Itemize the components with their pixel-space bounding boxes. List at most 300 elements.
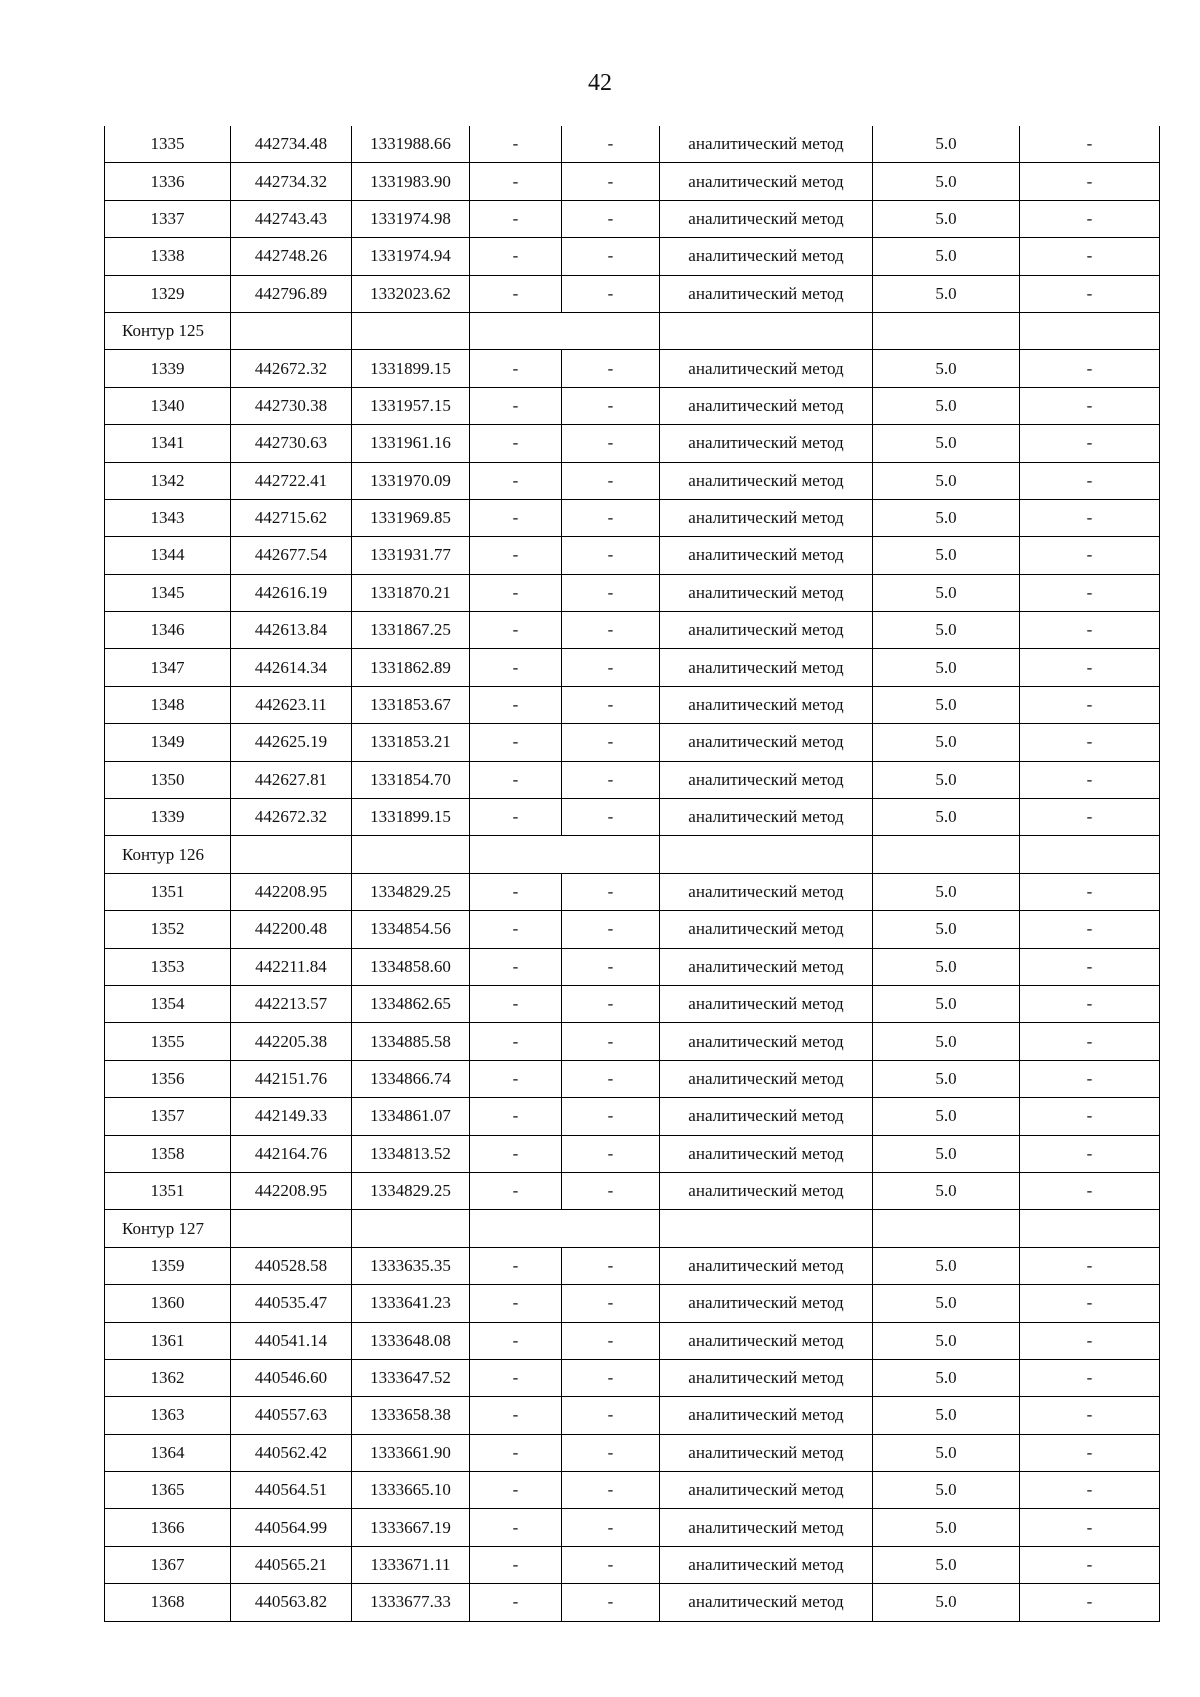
dash-cell: - xyxy=(562,1584,660,1621)
method-cell: аналитический метод xyxy=(660,574,873,611)
method-cell: аналитический метод xyxy=(660,126,873,163)
x-coordinate-cell: 442151.76 xyxy=(231,1060,352,1097)
table-row xyxy=(105,948,1160,985)
y-coordinate-cell: 1333648.08 xyxy=(352,1322,470,1359)
point-number-cell: 1366 xyxy=(105,1509,231,1546)
dash-cell: - xyxy=(1020,1135,1160,1172)
accuracy-cell: 5.0 xyxy=(873,462,1020,499)
method-cell: аналитический метод xyxy=(660,1546,873,1583)
dash-cell: - xyxy=(562,200,660,237)
point-number-cell: 1353 xyxy=(105,948,231,985)
contour-label: Контур 126 xyxy=(105,836,231,873)
dash-cell: - xyxy=(562,724,660,761)
x-coordinate-cell: 442616.19 xyxy=(231,574,352,611)
y-coordinate-cell: 1331853.67 xyxy=(352,686,470,723)
dash-cell: - xyxy=(470,1359,562,1396)
x-coordinate-cell: 442730.38 xyxy=(231,387,352,424)
dash-cell: - xyxy=(470,574,562,611)
x-coordinate-cell: 442205.38 xyxy=(231,1023,352,1060)
dash-cell: - xyxy=(562,873,660,910)
dash-cell: - xyxy=(1020,1023,1160,1060)
x-coordinate-cell: 442748.26 xyxy=(231,238,352,275)
dash-cell: - xyxy=(470,1098,562,1135)
dash-cell: - xyxy=(1020,1060,1160,1097)
empty-cell xyxy=(660,1210,873,1247)
table-row xyxy=(105,1060,1160,1097)
accuracy-cell: 5.0 xyxy=(873,1172,1020,1209)
dash-cell: - xyxy=(1020,1509,1160,1546)
table-row xyxy=(105,1509,1160,1546)
dash-cell: - xyxy=(562,649,660,686)
dash-cell: - xyxy=(562,238,660,275)
dash-cell: - xyxy=(470,1397,562,1434)
method-cell: аналитический метод xyxy=(660,1060,873,1097)
dash-cell: - xyxy=(1020,537,1160,574)
point-number-cell: 1359 xyxy=(105,1247,231,1284)
dash-cell: - xyxy=(1020,1397,1160,1434)
dash-cell: - xyxy=(1020,387,1160,424)
method-cell: аналитический метод xyxy=(660,350,873,387)
table-row xyxy=(105,537,1160,574)
accuracy-cell: 5.0 xyxy=(873,1434,1020,1471)
empty-cell xyxy=(1020,312,1160,349)
dash-cell: - xyxy=(1020,350,1160,387)
dash-cell: - xyxy=(562,387,660,424)
point-number-cell: 1342 xyxy=(105,462,231,499)
dash-cell: - xyxy=(562,462,660,499)
x-coordinate-cell: 442625.19 xyxy=(231,724,352,761)
dash-cell: - xyxy=(470,1509,562,1546)
x-coordinate-cell: 442672.32 xyxy=(231,799,352,836)
dash-cell: - xyxy=(470,462,562,499)
dash-cell: - xyxy=(470,1434,562,1471)
dash-cell: - xyxy=(562,350,660,387)
point-number-cell: 1351 xyxy=(105,1172,231,1209)
empty-cell xyxy=(660,312,873,349)
dash-cell: - xyxy=(562,1472,660,1509)
y-coordinate-cell: 1334854.56 xyxy=(352,911,470,948)
method-cell: аналитический метод xyxy=(660,163,873,200)
y-coordinate-cell: 1334829.25 xyxy=(352,873,470,910)
method-cell: аналитический метод xyxy=(660,1584,873,1621)
method-cell: аналитический метод xyxy=(660,1285,873,1322)
method-cell: аналитический метод xyxy=(660,1172,873,1209)
dash-cell: - xyxy=(1020,799,1160,836)
dash-cell: - xyxy=(562,1509,660,1546)
dash-cell: - xyxy=(470,873,562,910)
table-row xyxy=(105,350,1160,387)
dash-cell: - xyxy=(1020,1285,1160,1322)
dash-cell: - xyxy=(1020,724,1160,761)
dash-cell: - xyxy=(1020,425,1160,462)
y-coordinate-cell: 1334866.74 xyxy=(352,1060,470,1097)
accuracy-cell: 5.0 xyxy=(873,1098,1020,1135)
x-coordinate-cell: 440541.14 xyxy=(231,1322,352,1359)
y-coordinate-cell: 1334813.52 xyxy=(352,1135,470,1172)
point-number-cell: 1338 xyxy=(105,238,231,275)
method-cell: аналитический метод xyxy=(660,387,873,424)
dash-cell: - xyxy=(470,1584,562,1621)
y-coordinate-cell: 1331899.15 xyxy=(352,799,470,836)
table-row xyxy=(105,724,1160,761)
empty-cell xyxy=(1020,1210,1160,1247)
point-number-cell: 1350 xyxy=(105,761,231,798)
dash-cell: - xyxy=(1020,761,1160,798)
x-coordinate-cell: 442149.33 xyxy=(231,1098,352,1135)
accuracy-cell: 5.0 xyxy=(873,126,1020,163)
table-row xyxy=(105,985,1160,1022)
method-cell: аналитический метод xyxy=(660,1434,873,1471)
dash-cell: - xyxy=(562,1247,660,1284)
empty-cell xyxy=(470,836,660,873)
table-row xyxy=(105,1322,1160,1359)
dash-cell: - xyxy=(1020,612,1160,649)
table-body xyxy=(105,126,1160,1621)
method-cell: аналитический метод xyxy=(660,1135,873,1172)
x-coordinate-cell: 442213.57 xyxy=(231,985,352,1022)
accuracy-cell: 5.0 xyxy=(873,873,1020,910)
x-coordinate-cell: 440557.63 xyxy=(231,1397,352,1434)
dash-cell: - xyxy=(562,425,660,462)
dash-cell: - xyxy=(1020,1172,1160,1209)
y-coordinate-cell: 1333665.10 xyxy=(352,1472,470,1509)
dash-cell: - xyxy=(562,948,660,985)
method-cell: аналитический метод xyxy=(660,612,873,649)
accuracy-cell: 5.0 xyxy=(873,499,1020,536)
dash-cell: - xyxy=(1020,1584,1160,1621)
table-row xyxy=(105,612,1160,649)
point-number-cell: 1360 xyxy=(105,1285,231,1322)
empty-cell xyxy=(352,312,470,349)
dash-cell: - xyxy=(1020,686,1160,723)
empty-cell xyxy=(873,312,1020,349)
point-number-cell: 1358 xyxy=(105,1135,231,1172)
dash-cell: - xyxy=(470,350,562,387)
y-coordinate-cell: 1333658.38 xyxy=(352,1397,470,1434)
point-number-cell: 1329 xyxy=(105,275,231,312)
point-number-cell: 1343 xyxy=(105,499,231,536)
point-number-cell: 1349 xyxy=(105,724,231,761)
x-coordinate-cell: 442208.95 xyxy=(231,873,352,910)
method-cell: аналитический метод xyxy=(660,200,873,237)
table-row xyxy=(105,1172,1160,1209)
point-number-cell: 1348 xyxy=(105,686,231,723)
dash-cell: - xyxy=(1020,1098,1160,1135)
point-number-cell: 1357 xyxy=(105,1098,231,1135)
y-coordinate-cell: 1331867.25 xyxy=(352,612,470,649)
dash-cell: - xyxy=(470,238,562,275)
y-coordinate-cell: 1334862.65 xyxy=(352,985,470,1022)
dash-cell: - xyxy=(562,1322,660,1359)
dash-cell: - xyxy=(470,126,562,163)
table-row xyxy=(105,1023,1160,1060)
dash-cell: - xyxy=(1020,948,1160,985)
y-coordinate-cell: 1333635.35 xyxy=(352,1247,470,1284)
accuracy-cell: 5.0 xyxy=(873,1060,1020,1097)
table-row xyxy=(105,799,1160,836)
dash-cell: - xyxy=(562,499,660,536)
y-coordinate-cell: 1331983.90 xyxy=(352,163,470,200)
table-row xyxy=(105,126,1160,163)
point-number-cell: 1356 xyxy=(105,1060,231,1097)
y-coordinate-cell: 1331899.15 xyxy=(352,350,470,387)
x-coordinate-cell: 440535.47 xyxy=(231,1285,352,1322)
y-coordinate-cell: 1331870.21 xyxy=(352,574,470,611)
method-cell: аналитический метод xyxy=(660,1397,873,1434)
table-row xyxy=(105,462,1160,499)
dash-cell: - xyxy=(1020,574,1160,611)
accuracy-cell: 5.0 xyxy=(873,724,1020,761)
point-number-cell: 1361 xyxy=(105,1322,231,1359)
point-number-cell: 1364 xyxy=(105,1434,231,1471)
method-cell: аналитический метод xyxy=(660,948,873,985)
dash-cell: - xyxy=(470,799,562,836)
method-cell: аналитический метод xyxy=(660,761,873,798)
table-row xyxy=(105,1359,1160,1396)
dash-cell: - xyxy=(562,686,660,723)
point-number-cell: 1340 xyxy=(105,387,231,424)
coordinates-table xyxy=(104,126,1160,1622)
accuracy-cell: 5.0 xyxy=(873,612,1020,649)
dash-cell: - xyxy=(470,1135,562,1172)
x-coordinate-cell: 440562.42 xyxy=(231,1434,352,1471)
dash-cell: - xyxy=(1020,649,1160,686)
point-number-cell: 1365 xyxy=(105,1472,231,1509)
x-coordinate-cell: 442796.89 xyxy=(231,275,352,312)
accuracy-cell: 5.0 xyxy=(873,387,1020,424)
x-coordinate-cell: 442200.48 xyxy=(231,911,352,948)
method-cell: аналитический метод xyxy=(660,275,873,312)
method-cell: аналитический метод xyxy=(660,462,873,499)
dash-cell: - xyxy=(1020,126,1160,163)
dash-cell: - xyxy=(470,1546,562,1583)
dash-cell: - xyxy=(470,1247,562,1284)
table-row xyxy=(105,1397,1160,1434)
dash-cell: - xyxy=(562,1359,660,1396)
dash-cell: - xyxy=(1020,200,1160,237)
accuracy-cell: 5.0 xyxy=(873,1247,1020,1284)
accuracy-cell: 5.0 xyxy=(873,275,1020,312)
accuracy-cell: 5.0 xyxy=(873,948,1020,985)
accuracy-cell: 5.0 xyxy=(873,537,1020,574)
y-coordinate-cell: 1331969.85 xyxy=(352,499,470,536)
table-row xyxy=(105,387,1160,424)
x-coordinate-cell: 442722.41 xyxy=(231,462,352,499)
dash-cell: - xyxy=(562,911,660,948)
dash-cell: - xyxy=(470,612,562,649)
empty-cell xyxy=(873,836,1020,873)
y-coordinate-cell: 1334885.58 xyxy=(352,1023,470,1060)
method-cell: аналитический метод xyxy=(660,1359,873,1396)
table-row xyxy=(105,200,1160,237)
dash-cell: - xyxy=(562,612,660,649)
dash-cell: - xyxy=(470,686,562,723)
accuracy-cell: 5.0 xyxy=(873,911,1020,948)
x-coordinate-cell: 440546.60 xyxy=(231,1359,352,1396)
empty-cell xyxy=(470,312,660,349)
method-cell: аналитический метод xyxy=(660,873,873,910)
x-coordinate-cell: 442164.76 xyxy=(231,1135,352,1172)
dash-cell: - xyxy=(470,387,562,424)
x-coordinate-cell: 442715.62 xyxy=(231,499,352,536)
y-coordinate-cell: 1333667.19 xyxy=(352,1509,470,1546)
x-coordinate-cell: 440564.99 xyxy=(231,1509,352,1546)
accuracy-cell: 5.0 xyxy=(873,238,1020,275)
x-coordinate-cell: 440564.51 xyxy=(231,1472,352,1509)
dash-cell: - xyxy=(470,649,562,686)
table-row xyxy=(105,1584,1160,1621)
dash-cell: - xyxy=(470,761,562,798)
table-row xyxy=(105,649,1160,686)
x-coordinate-cell: 442211.84 xyxy=(231,948,352,985)
contour-header-row xyxy=(105,312,1160,349)
page-number: 42 xyxy=(588,70,612,96)
accuracy-cell: 5.0 xyxy=(873,1359,1020,1396)
y-coordinate-cell: 1333661.90 xyxy=(352,1434,470,1471)
table-row xyxy=(105,686,1160,723)
dash-cell: - xyxy=(562,1023,660,1060)
dash-cell: - xyxy=(470,1023,562,1060)
method-cell: аналитический метод xyxy=(660,425,873,462)
dash-cell: - xyxy=(470,537,562,574)
point-number-cell: 1352 xyxy=(105,911,231,948)
method-cell: аналитический метод xyxy=(660,537,873,574)
table-row xyxy=(105,761,1160,798)
contour-header-row xyxy=(105,836,1160,873)
method-cell: аналитический метод xyxy=(660,1098,873,1135)
x-coordinate-cell: 442613.84 xyxy=(231,612,352,649)
y-coordinate-cell: 1331862.89 xyxy=(352,649,470,686)
method-cell: аналитический метод xyxy=(660,985,873,1022)
dash-cell: - xyxy=(1020,1472,1160,1509)
method-cell: аналитический метод xyxy=(660,499,873,536)
y-coordinate-cell: 1331988.66 xyxy=(352,126,470,163)
method-cell: аналитический метод xyxy=(660,649,873,686)
dash-cell: - xyxy=(470,1060,562,1097)
dash-cell: - xyxy=(470,1322,562,1359)
x-coordinate-cell: 442614.34 xyxy=(231,649,352,686)
method-cell: аналитический метод xyxy=(660,1322,873,1359)
point-number-cell: 1347 xyxy=(105,649,231,686)
method-cell: аналитический метод xyxy=(660,799,873,836)
dash-cell: - xyxy=(470,499,562,536)
dash-cell: - xyxy=(470,200,562,237)
y-coordinate-cell: 1334858.60 xyxy=(352,948,470,985)
accuracy-cell: 5.0 xyxy=(873,350,1020,387)
y-coordinate-cell: 1331961.16 xyxy=(352,425,470,462)
dash-cell: - xyxy=(1020,985,1160,1022)
accuracy-cell: 5.0 xyxy=(873,1285,1020,1322)
dash-cell: - xyxy=(1020,1247,1160,1284)
accuracy-cell: 5.0 xyxy=(873,200,1020,237)
table-row xyxy=(105,1434,1160,1471)
method-cell: аналитический метод xyxy=(660,724,873,761)
contour-label: Контур 127 xyxy=(105,1210,231,1247)
point-number-cell: 1346 xyxy=(105,612,231,649)
accuracy-cell: 5.0 xyxy=(873,1584,1020,1621)
y-coordinate-cell: 1331974.94 xyxy=(352,238,470,275)
method-cell: аналитический метод xyxy=(660,686,873,723)
dash-cell: - xyxy=(562,1172,660,1209)
point-number-cell: 1362 xyxy=(105,1359,231,1396)
table-row xyxy=(105,1247,1160,1284)
dash-cell: - xyxy=(1020,1434,1160,1471)
point-number-cell: 1337 xyxy=(105,200,231,237)
dash-cell: - xyxy=(470,724,562,761)
empty-cell xyxy=(352,1210,470,1247)
dash-cell: - xyxy=(470,275,562,312)
empty-cell xyxy=(231,1210,352,1247)
dash-cell: - xyxy=(562,799,660,836)
dash-cell: - xyxy=(1020,163,1160,200)
x-coordinate-cell: 440565.21 xyxy=(231,1546,352,1583)
accuracy-cell: 5.0 xyxy=(873,1322,1020,1359)
method-cell: аналитический метод xyxy=(660,911,873,948)
x-coordinate-cell: 440563.82 xyxy=(231,1584,352,1621)
point-number-cell: 1363 xyxy=(105,1397,231,1434)
y-coordinate-cell: 1331853.21 xyxy=(352,724,470,761)
dash-cell: - xyxy=(470,1172,562,1209)
table-row xyxy=(105,425,1160,462)
dash-cell: - xyxy=(1020,873,1160,910)
x-coordinate-cell: 442627.81 xyxy=(231,761,352,798)
x-coordinate-cell: 440528.58 xyxy=(231,1247,352,1284)
y-coordinate-cell: 1333641.23 xyxy=(352,1285,470,1322)
y-coordinate-cell: 1332023.62 xyxy=(352,275,470,312)
y-coordinate-cell: 1333647.52 xyxy=(352,1359,470,1396)
dash-cell: - xyxy=(562,985,660,1022)
x-coordinate-cell: 442672.32 xyxy=(231,350,352,387)
accuracy-cell: 5.0 xyxy=(873,985,1020,1022)
x-coordinate-cell: 442208.95 xyxy=(231,1172,352,1209)
dash-cell: - xyxy=(562,1135,660,1172)
method-cell: аналитический метод xyxy=(660,238,873,275)
table-row xyxy=(105,238,1160,275)
dash-cell: - xyxy=(1020,1359,1160,1396)
accuracy-cell: 5.0 xyxy=(873,686,1020,723)
dash-cell: - xyxy=(470,1472,562,1509)
dash-cell: - xyxy=(562,1397,660,1434)
empty-cell xyxy=(660,836,873,873)
empty-cell xyxy=(1020,836,1160,873)
table-row xyxy=(105,574,1160,611)
accuracy-cell: 5.0 xyxy=(873,1472,1020,1509)
table-row xyxy=(105,1546,1160,1583)
method-cell: аналитический метод xyxy=(660,1509,873,1546)
table-row xyxy=(105,275,1160,312)
dash-cell: - xyxy=(1020,238,1160,275)
point-number-cell: 1341 xyxy=(105,425,231,462)
point-number-cell: 1336 xyxy=(105,163,231,200)
accuracy-cell: 5.0 xyxy=(873,799,1020,836)
empty-cell xyxy=(873,1210,1020,1247)
y-coordinate-cell: 1331957.15 xyxy=(352,387,470,424)
dash-cell: - xyxy=(470,948,562,985)
point-number-cell: 1345 xyxy=(105,574,231,611)
dash-cell: - xyxy=(562,1285,660,1322)
dash-cell: - xyxy=(562,1434,660,1471)
table-row xyxy=(105,1135,1160,1172)
table-row xyxy=(105,1285,1160,1322)
dash-cell: - xyxy=(470,1285,562,1322)
dash-cell: - xyxy=(562,537,660,574)
x-coordinate-cell: 442730.63 xyxy=(231,425,352,462)
table-row xyxy=(105,499,1160,536)
dash-cell: - xyxy=(470,985,562,1022)
accuracy-cell: 5.0 xyxy=(873,574,1020,611)
point-number-cell: 1368 xyxy=(105,1584,231,1621)
y-coordinate-cell: 1331974.98 xyxy=(352,200,470,237)
